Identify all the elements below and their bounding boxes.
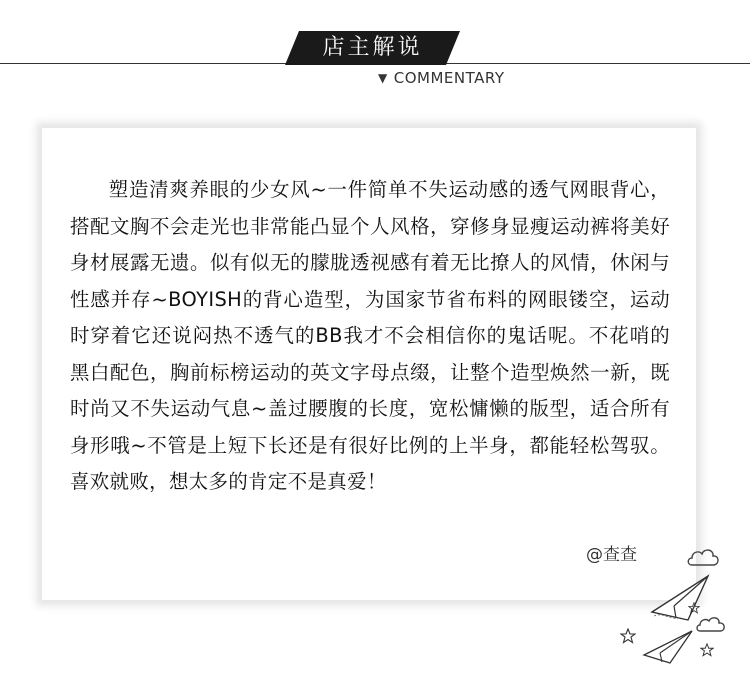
section-title-tag xyxy=(285,31,460,65)
commentary-body: 塑造清爽养眼的少女风~一件简单不失运动感的透气网眼背心，搭配文胸不会走光也非常能凸显个人风格，穿修身显瘦运动裤将美好身材展露无遗。似有似无的朦胧透视感有着无比撩人的风情，休闲与性感并存~BOYISH的背心造型，为国家节省布料的网眼镂空，运动时穿着它还说闷热不透气的BB我才不会相信你的鬼话呢。不花哨的黑白配色，胸前标榜运动的英文字母点缀，让整个造型焕然一新，既时尚又不失运动气息~盖过腰腹的长度，宽松慵懒的版型，适合所有身形哦~不管是上短下长还是有很好比例的上半身，都能轻松驾驭。喜欢就败，想太多的肯定不是真爱！ xyxy=(70,178,670,493)
section-subtitle xyxy=(378,68,504,88)
cloud-icon xyxy=(686,545,722,571)
section-title: 店主解说 xyxy=(322,35,423,60)
author-signature: @查查 xyxy=(586,545,637,565)
paper-plane-icon xyxy=(640,625,696,665)
star-icon xyxy=(700,643,714,657)
triangle-down-icon: ▼ xyxy=(378,71,388,85)
star-icon xyxy=(620,628,636,644)
subtitle-text: COMMENTARY xyxy=(393,69,505,87)
paper-plane-icon xyxy=(650,572,712,624)
commentary-card xyxy=(42,128,696,600)
star-icon xyxy=(688,602,700,614)
